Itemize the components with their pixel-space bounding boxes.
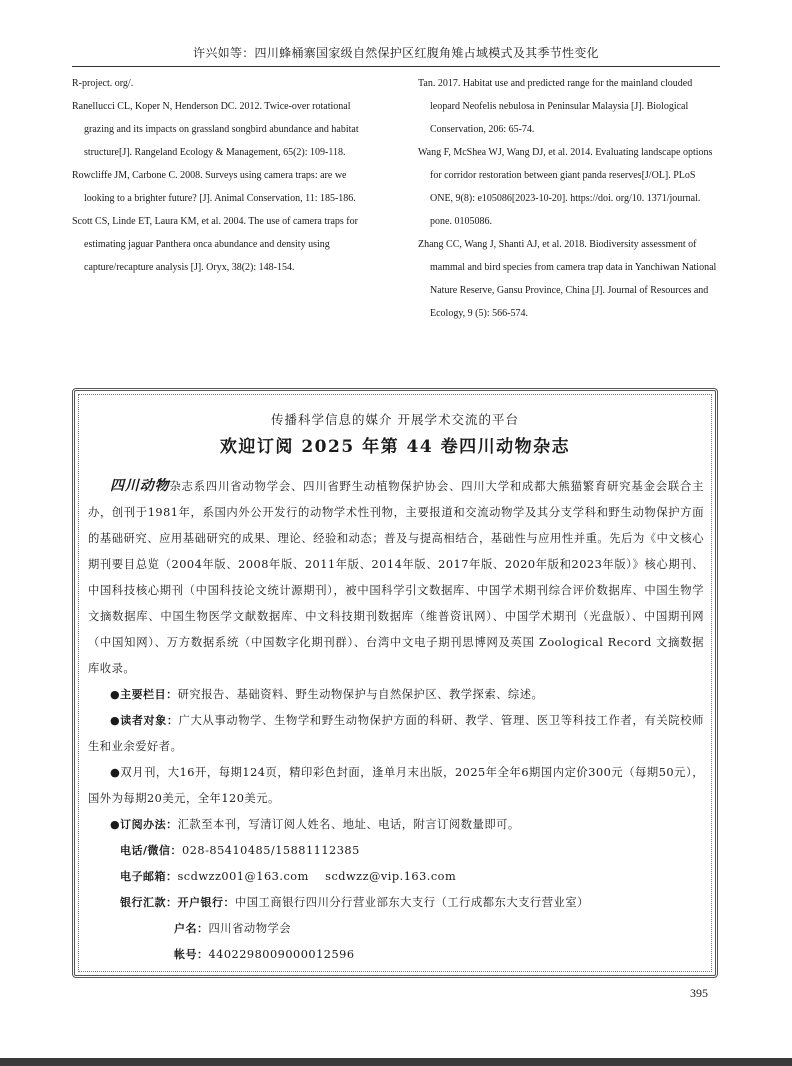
sub-label: ●订阅办法：	[110, 818, 178, 831]
references-left-column	[72, 72, 372, 279]
reference-item: Wang F, McShea WJ, Wang DJ, et al. 2014. Evaluating landscape options for corridor restoration between giant panda reserves[J/OL]. PLoS ONE, 9(8): e105086[2023-10-20]. https://doi. org/10. 1371/journal. pone. 0105086.	[418, 147, 713, 227]
account-name-value: 四川省动物学会	[208, 922, 292, 935]
subscription-ad-box	[72, 388, 718, 978]
reference-item: Scott CS, Linde ET, Laura KM, et al. 2004. The use of camera traps for estimating jaguar Panthera onca abundance and density using capture/recapture analysis [J]. Oryx, 38(2): 148-154.	[72, 216, 358, 273]
ad-body	[88, 473, 704, 968]
columns-text: 研究报告、基础资料、野生动物保护与自然保护区、教学探索、综述。	[177, 688, 544, 701]
header-rule	[72, 66, 720, 67]
contact-phone	[88, 838, 704, 864]
reference-item: R-project. org/.	[72, 78, 134, 89]
ad-columns	[88, 682, 704, 708]
account-number	[88, 942, 704, 968]
ad-intro	[88, 473, 704, 682]
bank-name-label: 开户银行：	[177, 896, 235, 909]
readers-label: ●读者对象：	[110, 714, 179, 727]
reference-item: Rowcliffe JM, Carbone C. 2008. Surveys using camera traps: are we looking to a brighter future? [J]. Animal Conservation, 11: 185-186.	[72, 170, 356, 204]
journal-brand: 四川动物	[110, 478, 170, 494]
account-name	[88, 916, 704, 942]
bank-label: 银行汇款：	[120, 896, 178, 909]
phone-label: 电话/微信：	[120, 844, 183, 857]
running-header: 许兴如等：四川蜂桶寨国家级自然保护区红腹角雉占域模式及其季节性变化	[193, 46, 599, 60]
phone-value: 028-85410485/15881112385	[182, 844, 360, 857]
account-name-label: 户名：	[174, 922, 209, 935]
reference-item: Ranellucci CL, Koper N, Henderson DC. 2012. Twice-over rotational grazing and its impacts on grassland songbird abundance and habitat structure[J]. Rangeland Ecology & Management, 65(2): 109-118.	[72, 101, 359, 158]
account-no-value: 4402298009000012596	[208, 948, 355, 961]
page-number: 395	[690, 986, 708, 1000]
bank-name: 中国工商银行四川分行营业部东大支行（工行成都东大支行营业室）	[235, 896, 589, 909]
bank-info	[88, 890, 704, 916]
contact-email	[88, 864, 704, 890]
ad-intro-text: 杂志系四川省动物学会、四川省野生动植物保护协会、四川大学和成都大熊猫繁育研究基金会联合主办，创刊于1981年，系国内外公开发行的动物学术性刊物，主要报道和交流动物学及其分支学科和野生动物保护方面的基础研究、应用基础研究的成果、理论、经验和动态；普及与提高相结合，基础性与应用性并重。先后为《中文核心期刊要目总览（2004年版、2008年版、2011年版、2014年版、2017年版、2020年版和2023年版）》核心期刊、中国科技核心期刊（中国科技论文统计源期刊），被中国科学引文数据库、中国学术期刊综合评价数据库、中国生物学文摘数据库、中国生物医学文献数据库、中文科技期刊数据库（维普资讯网）、中国学术期刊（光盘版）、中国期刊网（中国知网）、万方数据系统（中国数字化期刊群）、台湾中文电子期刊思博网及英国 Zoological Record 文摘数据库收录。	[88, 480, 705, 675]
ad-pub-info: ●双月刊，大16开，每期124页，精印彩色封面，逢单月末出版，2025年全年6期国内定价300元（每期50元），国外为每期20美元，全年120美元。	[88, 766, 704, 805]
ad-subscription	[88, 812, 704, 838]
references-right-column	[418, 72, 718, 325]
ad-subtitle: 传播科学信息的媒介 开展学术交流的平台	[271, 412, 519, 427]
columns-label: ●主要栏目：	[110, 688, 178, 701]
bottom-bar	[0, 1058, 792, 1066]
reference-item: Tan. 2017. Habitat use and predicted range for the mainland clouded leopard Neofelis nebulosa in Peninsular Malaysia [J]. Biological Conservation, 206: 65-74.	[418, 78, 693, 135]
reference-item: Zhang CC, Wang J, Shanti AJ, et al. 2018. Biodiversity assessment of mammal and bird species from camera trap data in Yanchiwan National Nature Reserve, Gansu Province, China [J]. Journal of Resources and Ecology, 9 (5): 566-574.	[418, 239, 717, 319]
email-label: 电子邮箱：	[120, 870, 178, 883]
email-value: scdwzz001@163.com scdwzz@vip.163.com	[177, 870, 457, 883]
ad-title: 欢迎订阅 2025 年第 44 卷四川动物杂志	[219, 437, 571, 457]
ad-readers	[88, 708, 704, 760]
account-no-label: 帐号：	[174, 948, 209, 961]
sub-text: 汇款至本刊，写清订阅人姓名、地址、电话，附言订阅数量即可。	[177, 818, 520, 831]
readers-text: 广大从事动物学、生物学和野生动物保护方面的科研、教学、管理、医卫等科技工作者，有关院校师生和业余爱好者。	[88, 714, 704, 753]
